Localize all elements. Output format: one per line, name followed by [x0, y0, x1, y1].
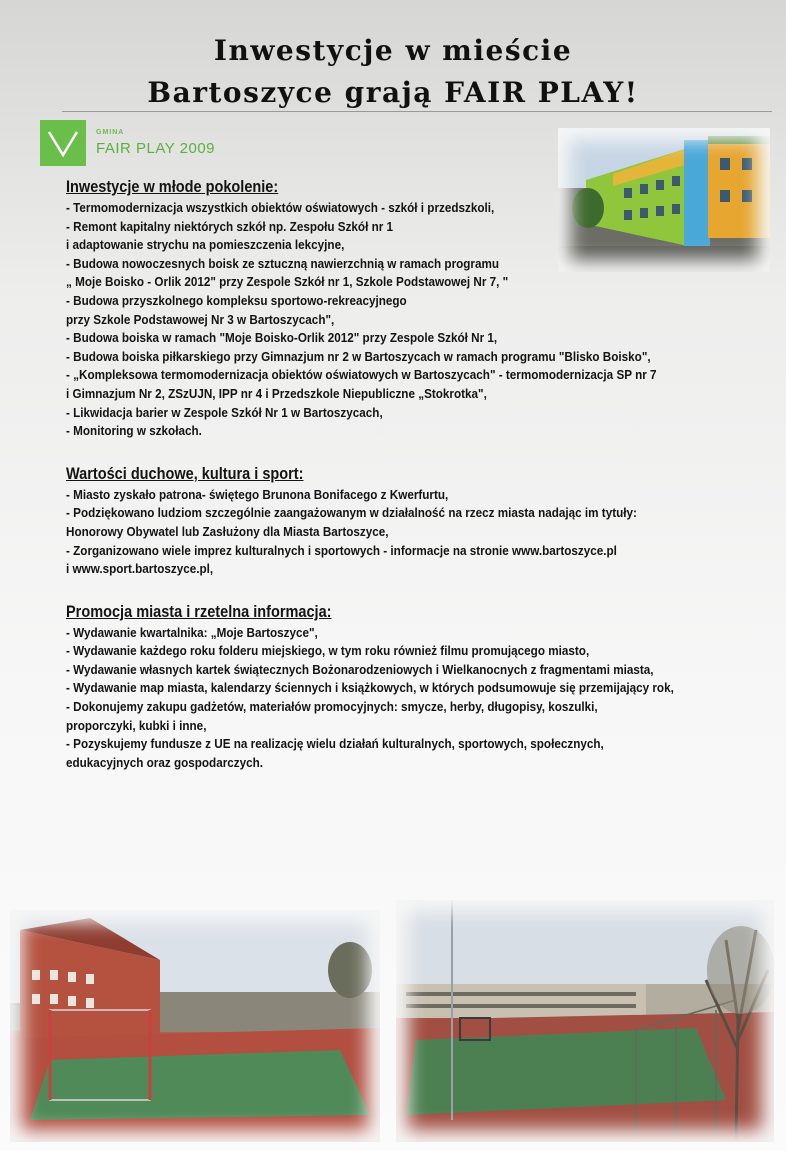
logo-main-text: FAIR PLAY 2009 — [96, 140, 216, 157]
list-item: - Zorganizowano wiele imprez kulturalnych i sportowych - informacje na stronie www.bartoszyce.pl — [66, 542, 617, 558]
title-line-1: Inwestycje w mieście — [213, 34, 573, 67]
list-item: - „Kompleksowa termomodernizacja obiektów oświatowych w Bartoszycach" - termomodernizacja SP nr 7 — [66, 367, 657, 383]
section-heading: Inwestycje w młode pokolenie: — [66, 178, 279, 196]
list-item: edukacyjnych oraz gospodarczych. — [66, 754, 264, 770]
list-item: - Likwidacja barier w Zespole Szkół Nr 1 w Bartoszycach, — [66, 404, 383, 420]
list-item: - Budowa przyszkolnego kompleksu sportowo-rekreacyjnego — [66, 292, 407, 308]
list-item: - Wydawanie własnych kartek świątecznych Bożonarodzeniowych i Wielkanocnych z fragmentami miasta, — [66, 661, 654, 677]
section-heading: Wartości duchowe, kultura i sport: — [66, 464, 304, 483]
sports-field-photo-right — [396, 900, 774, 1142]
list-item: - Budowa nowoczesnych boisk ze sztuczną nawierzchnią w ramach programu — [66, 255, 500, 271]
list-item: - Wydawanie każdego roku folderu miejskiego, w tym roku również filmu promującego miasto, — [66, 643, 590, 659]
list-item: - Miasto zyskało patrona- świętego Brunona Bonifacego z Kwerfurtu, — [66, 486, 449, 502]
sports-field-photo-left — [10, 910, 380, 1142]
list-item: proporczyki, kubki i inne, — [66, 717, 207, 733]
title-divider — [62, 111, 772, 112]
checkmark-icon — [40, 120, 86, 166]
list-item: - Dokonujemy zakupu gadżetów, materiałów promocyjnych: smycze, herby, długopisy, koszulki, — [66, 699, 598, 715]
list-item: - Pozyskujemy fundusze z UE na realizację wielu działań kulturalnych, sportowych, społecznych, — [66, 736, 604, 752]
list-item: - Monitoring w szkołach. — [66, 423, 202, 439]
list-item: i adaptowanie strychu na pomieszczenia lekcyjne, — [66, 237, 345, 253]
list-item: - Remont kapitalny niektórych szkół np. Zespołu Szkół nr 1 — [66, 218, 394, 234]
title-line-2: Bartoszyce grają FAIR PLAY! — [147, 76, 639, 109]
section-investments — [66, 176, 682, 441]
list-item: - Wydawanie map miasta, kalendarzy ściennych i książkowych, w których podsumowuje się przemijający rok, — [66, 680, 674, 696]
list-item: - Budowa boiska piłkarskiego przy Gimnazjum nr 2 w Bartoszycach w ramach programu "Blisko Boisko", — [66, 348, 651, 364]
list-item: przy Szkole Podstawowej Nr 3 w Bartoszycach", — [66, 311, 335, 327]
list-item: „ Moje Boisko - Orlik 2012" przy Zespole Szkół nr 1, Szkole Podstawowej Nr 7, " — [66, 274, 509, 290]
list-item: i Gimnazjum Nr 2, ZSzUJN, IPP nr 4 i Przedszkole Niepubliczne „Stokrotka", — [66, 385, 487, 401]
list-item: i www.sport.bartoszyce.pl, — [66, 561, 214, 577]
section-heading: Promocja miasta i rzetelna informacja: — [66, 602, 332, 621]
list-item: - Podziękowano ludziom szczególnie zaangażowanym w działalność na rzecz miasta nadając im tytuły: — [66, 505, 637, 521]
section-promotion — [66, 601, 682, 773]
list-item: - Wydawanie kwartalnika: „Moje Bartoszyce", — [66, 624, 318, 640]
list-item: - Budowa boiska w ramach "Moje Boisko-Orlik 2012" przy Zespole Szkół Nr 1, — [66, 330, 498, 346]
section-culture-sport — [66, 463, 682, 579]
list-item: Honorowy Obywatel lub Zasłużony dla Miasta Bartoszyce, — [66, 523, 389, 539]
content — [66, 176, 682, 794]
logo-small-text: GMINA — [96, 129, 125, 136]
page-title — [0, 30, 786, 114]
list-item: - Termomodernizacja wszystkich obiektów oświatowych - szkół i przedszkoli, — [66, 200, 495, 215]
fair-play-logo — [40, 120, 250, 168]
